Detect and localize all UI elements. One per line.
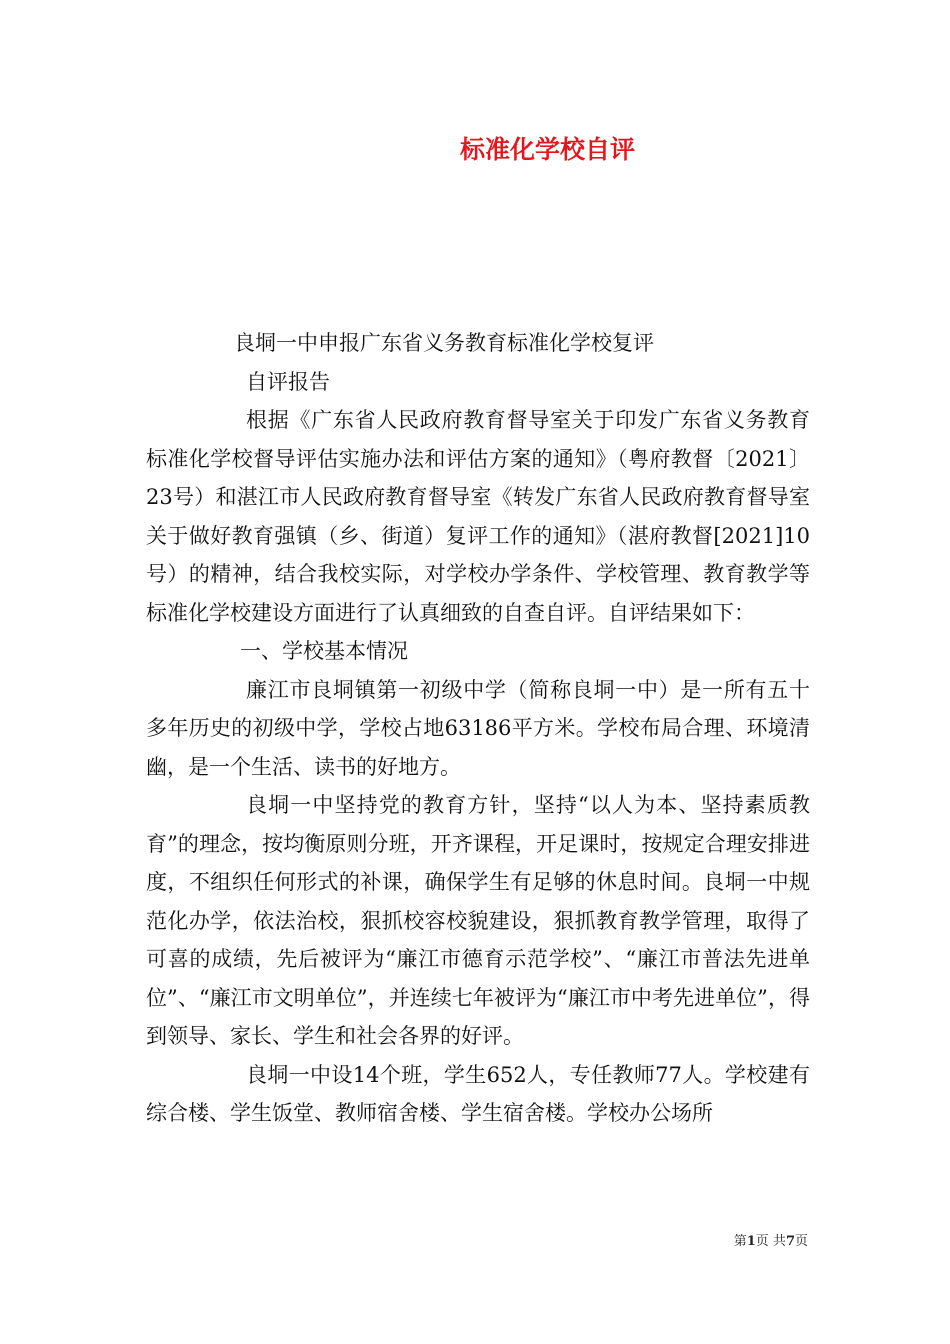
footer-prefix: 第	[733, 1234, 747, 1249]
paragraph-basis: 根据《广东省人民政府教育督导室关于印发广东省义务教育标准化学校督导评估实施办法和评估方案的通知》（粤府教督〔2021〕23号）和湛江市人民政府教育督导室《转发广东省人民政府教育督导室关于做好教育强镇（乡、街道）复评工作的通知》（湛府教督[2021]10号）的精神，结合我校实际，对学校办学条件、学校管理、教育教学等标准化学校建设方面进行了认真细致的自查自评。自评结果如下：	[146, 408, 810, 625]
page-title: 标准化学校自评	[459, 135, 635, 164]
report-subtitle-line-2: 自评报告	[246, 369, 330, 394]
report-subtitle-line-1: 良垌一中申报广东省义务教育标准化学校复评	[234, 331, 654, 355]
paragraph-school-scale: 良垌一中设14个班，学生652人，专任教师77人。学校建有综合楼、学生饭堂、教师宿舍楼、学生宿舍楼。学校办公场所	[146, 1062, 810, 1125]
paragraph-school-intro: 廉江市良垌镇第一初级中学（简称良垌一中）是一所有五十多年历史的初级中学，学校占地63186平方米。学校布局合理、环境清幽，是一个生活、读书的好地方。	[146, 677, 810, 779]
footer-suffix: 页	[794, 1234, 808, 1249]
footer-middle: 页 共	[755, 1234, 786, 1249]
document-body	[146, 324, 810, 1133]
page-footer	[734, 1232, 808, 1252]
footer-page-number: 1	[746, 1234, 756, 1249]
section-heading-basic-info: 一、学校基本情况	[240, 639, 408, 663]
footer-total-pages: 7	[785, 1234, 795, 1249]
paragraph-education-policy: 良垌一中坚持党的教育方针，坚持“以人为本、坚持素质教育”的理念，按均衡原则分班，开齐课程，开足课时，按规定合理安排进度，不组织任何形式的补课，确保学生有足够的休息时间。良垌一中规范化办学，依法治校，狠抓校容校貌建设，狠抓教育教学管理，取得了可喜的成绩，先后被评为“廉江市德育示范学校”、“廉江市普法先进单位”、“廉江市文明单位”，并连续七年被评为“廉江市中考先进单位”，得到领导、家长、学生和社会各界的好评。	[146, 793, 810, 1048]
